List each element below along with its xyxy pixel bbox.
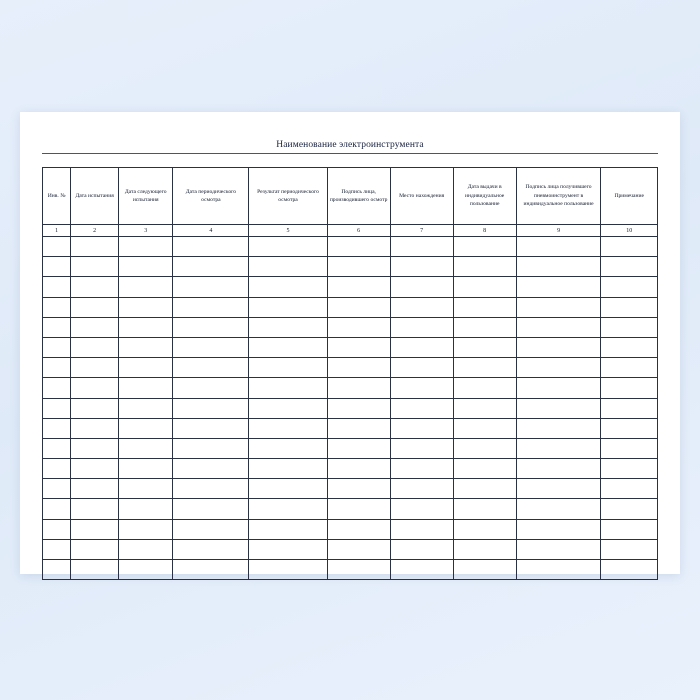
table-cell[interactable] xyxy=(173,479,249,499)
table-cell[interactable] xyxy=(601,337,658,357)
column-number-cell: 8 xyxy=(453,225,516,237)
table-cell[interactable] xyxy=(71,539,119,559)
table-cell[interactable] xyxy=(453,459,516,479)
table-cell[interactable] xyxy=(43,418,71,438)
table-cell[interactable] xyxy=(71,398,119,418)
table-cell[interactable] xyxy=(71,337,119,357)
table-cell[interactable] xyxy=(453,499,516,519)
table-cell[interactable] xyxy=(43,539,71,559)
table-cell[interactable] xyxy=(601,560,658,580)
table-cell[interactable] xyxy=(71,317,119,337)
table-cell[interactable] xyxy=(390,398,453,418)
table-cell[interactable] xyxy=(390,257,453,277)
table-body xyxy=(43,237,658,580)
table-cell[interactable] xyxy=(453,237,516,257)
table-cell[interactable] xyxy=(173,277,249,297)
table-cell[interactable] xyxy=(327,398,390,418)
table-cell[interactable] xyxy=(516,378,601,398)
table-cell[interactable] xyxy=(453,539,516,559)
table-cell[interactable] xyxy=(516,398,601,418)
table-cell[interactable] xyxy=(601,358,658,378)
table-row[interactable] xyxy=(43,277,658,297)
table-header-cell: Результат периодического осмотра xyxy=(249,168,327,225)
table-cell[interactable] xyxy=(119,438,173,458)
table-cell[interactable] xyxy=(173,459,249,479)
table-header-cell: Место нахождения xyxy=(390,168,453,225)
table-cell[interactable] xyxy=(327,418,390,438)
table-cell[interactable] xyxy=(327,317,390,337)
table-cell[interactable] xyxy=(119,277,173,297)
table-cell[interactable] xyxy=(601,237,658,257)
table-cell[interactable] xyxy=(453,519,516,539)
table-cell[interactable] xyxy=(453,438,516,458)
table-cell[interactable] xyxy=(119,519,173,539)
table-cell[interactable] xyxy=(173,297,249,317)
table-cell[interactable] xyxy=(453,297,516,317)
table-row[interactable] xyxy=(43,378,658,398)
table-cell[interactable] xyxy=(327,459,390,479)
table-row[interactable] xyxy=(43,317,658,337)
table-cell[interactable] xyxy=(249,297,327,317)
table-header-row xyxy=(43,168,658,225)
table-cell[interactable] xyxy=(516,539,601,559)
table-cell[interactable] xyxy=(43,378,71,398)
table-cell[interactable] xyxy=(516,499,601,519)
table-cell[interactable] xyxy=(119,479,173,499)
table-cell[interactable] xyxy=(601,438,658,458)
table-header-cell: Дата испытания xyxy=(71,168,119,225)
table-cell[interactable] xyxy=(43,317,71,337)
table-cell[interactable] xyxy=(453,317,516,337)
column-number-cell: 2 xyxy=(71,225,119,237)
table-cell[interactable] xyxy=(43,438,71,458)
table-cell[interactable] xyxy=(327,560,390,580)
table-cell[interactable] xyxy=(249,237,327,257)
table-cell[interactable] xyxy=(249,499,327,519)
electric-tool-register-table xyxy=(42,167,658,580)
table-cell[interactable] xyxy=(173,237,249,257)
table-row[interactable] xyxy=(43,237,658,257)
table-cell[interactable] xyxy=(173,358,249,378)
table-cell[interactable] xyxy=(516,358,601,378)
table-header-cell: Дата периодического осмотра xyxy=(173,168,249,225)
table-cell[interactable] xyxy=(453,337,516,357)
table-cell[interactable] xyxy=(390,499,453,519)
table-cell[interactable] xyxy=(249,459,327,479)
table-row[interactable] xyxy=(43,560,658,580)
table-cell[interactable] xyxy=(516,277,601,297)
table-header-cell: Подпись лица, производившего осмотр xyxy=(327,168,390,225)
table-cell[interactable] xyxy=(453,418,516,438)
table-cell[interactable] xyxy=(249,378,327,398)
table-cell[interactable] xyxy=(71,499,119,519)
table-cell[interactable] xyxy=(601,297,658,317)
table-cell[interactable] xyxy=(249,358,327,378)
table-cell[interactable] xyxy=(453,398,516,418)
table-cell[interactable] xyxy=(327,297,390,317)
table-cell[interactable] xyxy=(173,499,249,519)
table-cell[interactable] xyxy=(453,257,516,277)
table-cell[interactable] xyxy=(71,378,119,398)
table-header-cell: Примечание xyxy=(601,168,658,225)
table-cell[interactable] xyxy=(173,519,249,539)
table-cell[interactable] xyxy=(516,479,601,499)
table-cell[interactable] xyxy=(327,358,390,378)
table-cell[interactable] xyxy=(249,438,327,458)
column-number-cell: 4 xyxy=(173,225,249,237)
table-cell[interactable] xyxy=(119,378,173,398)
table-cell[interactable] xyxy=(173,560,249,580)
table-cell[interactable] xyxy=(119,499,173,519)
table-row[interactable] xyxy=(43,459,658,479)
document-content xyxy=(42,140,658,580)
table-row[interactable] xyxy=(43,337,658,357)
table-cell[interactable] xyxy=(601,539,658,559)
table-cell[interactable] xyxy=(601,459,658,479)
table-cell[interactable] xyxy=(43,257,71,277)
table-cell[interactable] xyxy=(71,479,119,499)
table-cell[interactable] xyxy=(327,479,390,499)
table-cell[interactable] xyxy=(71,237,119,257)
table-cell[interactable] xyxy=(601,418,658,438)
table-cell[interactable] xyxy=(119,297,173,317)
table-cell[interactable] xyxy=(71,358,119,378)
table-row[interactable] xyxy=(43,358,658,378)
table-cell[interactable] xyxy=(249,418,327,438)
table-cell[interactable] xyxy=(390,519,453,539)
table-cell[interactable] xyxy=(453,358,516,378)
table-header-cell: Инв. № xyxy=(43,168,71,225)
column-number-cell: 9 xyxy=(516,225,601,237)
table-cell[interactable] xyxy=(249,519,327,539)
table-cell[interactable] xyxy=(173,438,249,458)
table-cell[interactable] xyxy=(119,560,173,580)
column-number-cell: 6 xyxy=(327,225,390,237)
table-cell[interactable] xyxy=(43,479,71,499)
table-row[interactable] xyxy=(43,499,658,519)
table-cell[interactable] xyxy=(119,398,173,418)
table-cell[interactable] xyxy=(249,398,327,418)
table-cell[interactable] xyxy=(327,438,390,458)
table-cell[interactable] xyxy=(119,237,173,257)
table-cell[interactable] xyxy=(43,519,71,539)
table-cell[interactable] xyxy=(516,459,601,479)
table-cell[interactable] xyxy=(71,297,119,317)
table-header-cell: Подпись лица получившего пневмоинструмент в индивидуальное пользование xyxy=(516,168,601,225)
table-cell[interactable] xyxy=(453,479,516,499)
table-cell[interactable] xyxy=(327,257,390,277)
table-cell[interactable] xyxy=(516,297,601,317)
table-cell[interactable] xyxy=(71,418,119,438)
table-cell[interactable] xyxy=(327,237,390,257)
table-cell[interactable] xyxy=(249,560,327,580)
column-number-cell: 7 xyxy=(390,225,453,237)
table-header-cell: Дата следующего испытания xyxy=(119,168,173,225)
table-cell[interactable] xyxy=(453,378,516,398)
table-row[interactable] xyxy=(43,398,658,418)
table-cell[interactable] xyxy=(390,459,453,479)
table-cell[interactable] xyxy=(43,297,71,317)
table-cell[interactable] xyxy=(249,257,327,277)
document-title: Наименование электроинструмента xyxy=(42,140,658,154)
table-cell[interactable] xyxy=(43,459,71,479)
table-cell[interactable] xyxy=(390,418,453,438)
table-row[interactable] xyxy=(43,297,658,317)
table-cell[interactable] xyxy=(71,560,119,580)
table-cell[interactable] xyxy=(173,398,249,418)
table-cell[interactable] xyxy=(516,438,601,458)
table-cell[interactable] xyxy=(516,257,601,277)
table-row[interactable] xyxy=(43,418,658,438)
table-cell[interactable] xyxy=(119,257,173,277)
table-cell[interactable] xyxy=(43,358,71,378)
table-cell[interactable] xyxy=(43,237,71,257)
table-cell[interactable] xyxy=(601,398,658,418)
table-row[interactable] xyxy=(43,257,658,277)
table-cell[interactable] xyxy=(516,317,601,337)
table-cell[interactable] xyxy=(173,539,249,559)
table-cell[interactable] xyxy=(390,297,453,317)
table-cell[interactable] xyxy=(43,398,71,418)
table-cell[interactable] xyxy=(327,337,390,357)
column-number-cell: 1 xyxy=(43,225,71,237)
table-cell[interactable] xyxy=(516,237,601,257)
table-cell[interactable] xyxy=(71,257,119,277)
table-cell[interactable] xyxy=(249,277,327,297)
table-row[interactable] xyxy=(43,438,658,458)
document-sheet xyxy=(20,112,680,574)
table-cell[interactable] xyxy=(390,317,453,337)
table-cell[interactable] xyxy=(119,539,173,559)
table-cell[interactable] xyxy=(173,418,249,438)
table-cell[interactable] xyxy=(249,337,327,357)
table-cell[interactable] xyxy=(601,479,658,499)
table-cell[interactable] xyxy=(249,479,327,499)
table-cell[interactable] xyxy=(119,337,173,357)
table-cell[interactable] xyxy=(119,459,173,479)
table-cell[interactable] xyxy=(601,317,658,337)
table-cell[interactable] xyxy=(390,277,453,297)
table-cell[interactable] xyxy=(327,277,390,297)
table-cell[interactable] xyxy=(71,519,119,539)
table-cell[interactable] xyxy=(71,459,119,479)
table-cell[interactable] xyxy=(390,337,453,357)
table-cell[interactable] xyxy=(601,277,658,297)
table-column-number-row xyxy=(43,225,658,237)
table-row[interactable] xyxy=(43,479,658,499)
table-header-cell: Дата выдачи в индивидуальное пользование xyxy=(453,168,516,225)
table-row[interactable] xyxy=(43,539,658,559)
table-cell[interactable] xyxy=(173,317,249,337)
table-cell[interactable] xyxy=(327,539,390,559)
table-cell[interactable] xyxy=(43,277,71,297)
table-cell[interactable] xyxy=(390,438,453,458)
table-cell[interactable] xyxy=(173,337,249,357)
table-cell[interactable] xyxy=(119,418,173,438)
table-row[interactable] xyxy=(43,519,658,539)
table-cell[interactable] xyxy=(453,560,516,580)
table-cell[interactable] xyxy=(601,519,658,539)
table-cell[interactable] xyxy=(249,539,327,559)
table-cell[interactable] xyxy=(601,378,658,398)
table-cell[interactable] xyxy=(601,499,658,519)
table-cell[interactable] xyxy=(43,499,71,519)
table-cell[interactable] xyxy=(390,560,453,580)
table-cell[interactable] xyxy=(173,378,249,398)
table-cell[interactable] xyxy=(516,418,601,438)
table-cell[interactable] xyxy=(119,317,173,337)
column-number-cell: 3 xyxy=(119,225,173,237)
table-cell[interactable] xyxy=(71,438,119,458)
column-number-cell: 5 xyxy=(249,225,327,237)
table-cell[interactable] xyxy=(601,257,658,277)
table-cell[interactable] xyxy=(390,237,453,257)
table-cell[interactable] xyxy=(390,539,453,559)
table-cell[interactable] xyxy=(173,257,249,277)
table-cell[interactable] xyxy=(249,317,327,337)
table-cell[interactable] xyxy=(516,519,601,539)
table-cell[interactable] xyxy=(119,358,173,378)
table-cell[interactable] xyxy=(516,560,601,580)
table-cell[interactable] xyxy=(327,519,390,539)
table-cell[interactable] xyxy=(327,378,390,398)
table-cell[interactable] xyxy=(71,277,119,297)
table-cell[interactable] xyxy=(390,479,453,499)
table-cell[interactable] xyxy=(390,358,453,378)
table-cell[interactable] xyxy=(390,378,453,398)
table-cell[interactable] xyxy=(327,499,390,519)
column-number-cell: 10 xyxy=(601,225,658,237)
table-cell[interactable] xyxy=(516,337,601,357)
table-cell[interactable] xyxy=(43,560,71,580)
table-cell[interactable] xyxy=(453,277,516,297)
table-cell[interactable] xyxy=(43,337,71,357)
